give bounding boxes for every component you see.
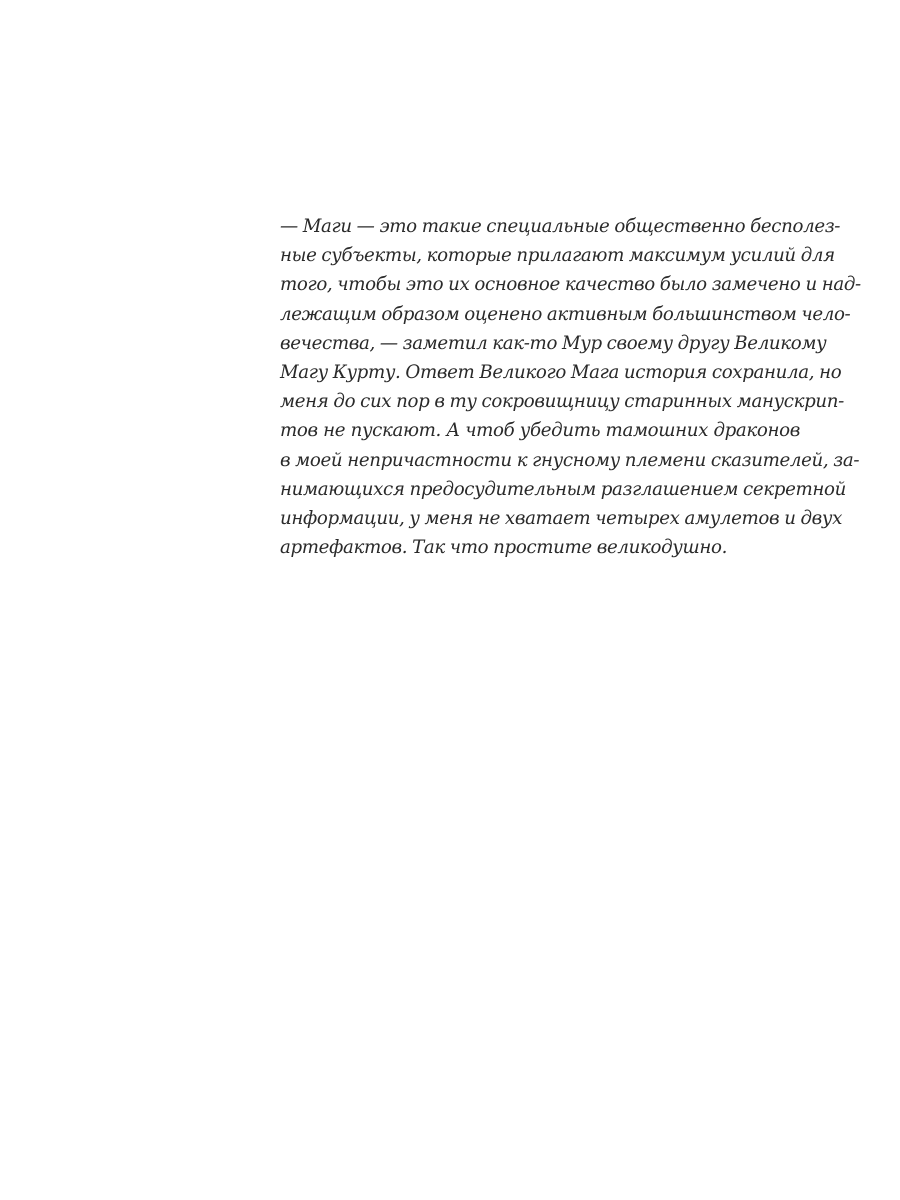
text-line: информации, у меня не хватает четырех амулетов и двух bbox=[280, 507, 843, 529]
text-line: ные субъекты, которые прилагают максимум усилий для bbox=[280, 245, 835, 267]
text-line: Магу Курту. Ответ Великого Мага история сохранила, но bbox=[280, 361, 842, 383]
text-line: — Маги — это такие специальные общественно бесполез- bbox=[280, 216, 841, 237]
text-line: меня до сих пор в ту сокровищницу старинных манускрип- bbox=[280, 391, 844, 413]
epigraph-paragraph bbox=[280, 212, 861, 562]
text-line: тов не пускают. А чтоб убедить тамошних драконов bbox=[280, 420, 800, 442]
text-line: лежащим образом оценено активным большинством чело- bbox=[280, 303, 851, 325]
text-line: артефактов. Так что простите великодушно. bbox=[280, 537, 728, 559]
text-line: вечества, — заметил как-то Мур своему другу Великому bbox=[280, 332, 827, 354]
text-line: того, чтобы это их основное качество было замечено и над- bbox=[280, 274, 861, 296]
text-line: в моей непричастности к гнусному племени сказителей, за- bbox=[280, 449, 860, 471]
text-line: нимающихся предосудительным разглашением секретной bbox=[280, 478, 846, 500]
